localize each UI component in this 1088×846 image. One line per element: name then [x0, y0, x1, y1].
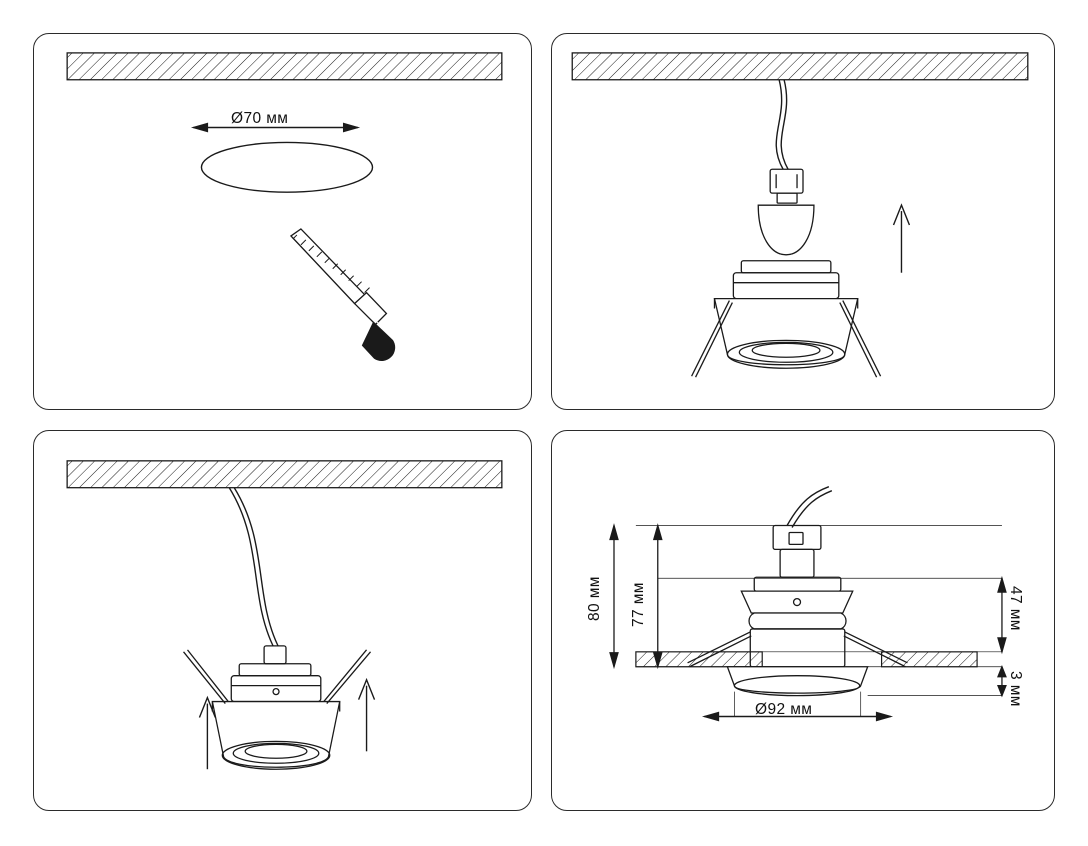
lamp-bulb [758, 169, 814, 255]
panel-step-1 [33, 33, 532, 410]
overall-height-label: 80 мм [586, 576, 603, 621]
fixture-body [727, 526, 867, 696]
panel-step-3 [33, 430, 532, 811]
panel-3-drawing [34, 431, 531, 810]
panel-step-2 [551, 33, 1055, 410]
spring-clip [184, 650, 371, 704]
ceiling-hatch [67, 53, 502, 80]
ceiling-hatch [572, 53, 1028, 80]
fixture-body [714, 261, 857, 368]
trim-thickness-dimension [868, 667, 1006, 696]
ceiling-hatch [636, 652, 977, 667]
hand-saw-icon [291, 229, 395, 360]
panel-4-drawing [552, 431, 1054, 810]
power-cable [776, 80, 788, 170]
panel-step-4 [551, 430, 1055, 811]
trim-thickness-label: 3 мм [1007, 671, 1024, 707]
power-cable [787, 487, 832, 528]
trim-diameter-label: Ø92 мм [755, 701, 813, 718]
hole-diameter-label: Ø70 мм [231, 110, 289, 127]
ceiling-hatch [67, 461, 502, 488]
fixture-body [212, 646, 339, 769]
recess-depth-dimension [998, 578, 1006, 652]
up-arrow-icon [894, 205, 910, 273]
panel-2-drawing [552, 34, 1054, 409]
power-cable [229, 488, 278, 646]
panel-1-drawing [34, 34, 531, 409]
up-arrow-icon [359, 680, 375, 752]
recess-depth-total-label: 77 мм [630, 582, 647, 627]
recess-depth-label: 47 мм [1007, 586, 1024, 631]
overall-height-dimension [610, 526, 618, 667]
hole-ellipse [201, 142, 372, 192]
recess-depth-total-dimension [654, 526, 662, 667]
